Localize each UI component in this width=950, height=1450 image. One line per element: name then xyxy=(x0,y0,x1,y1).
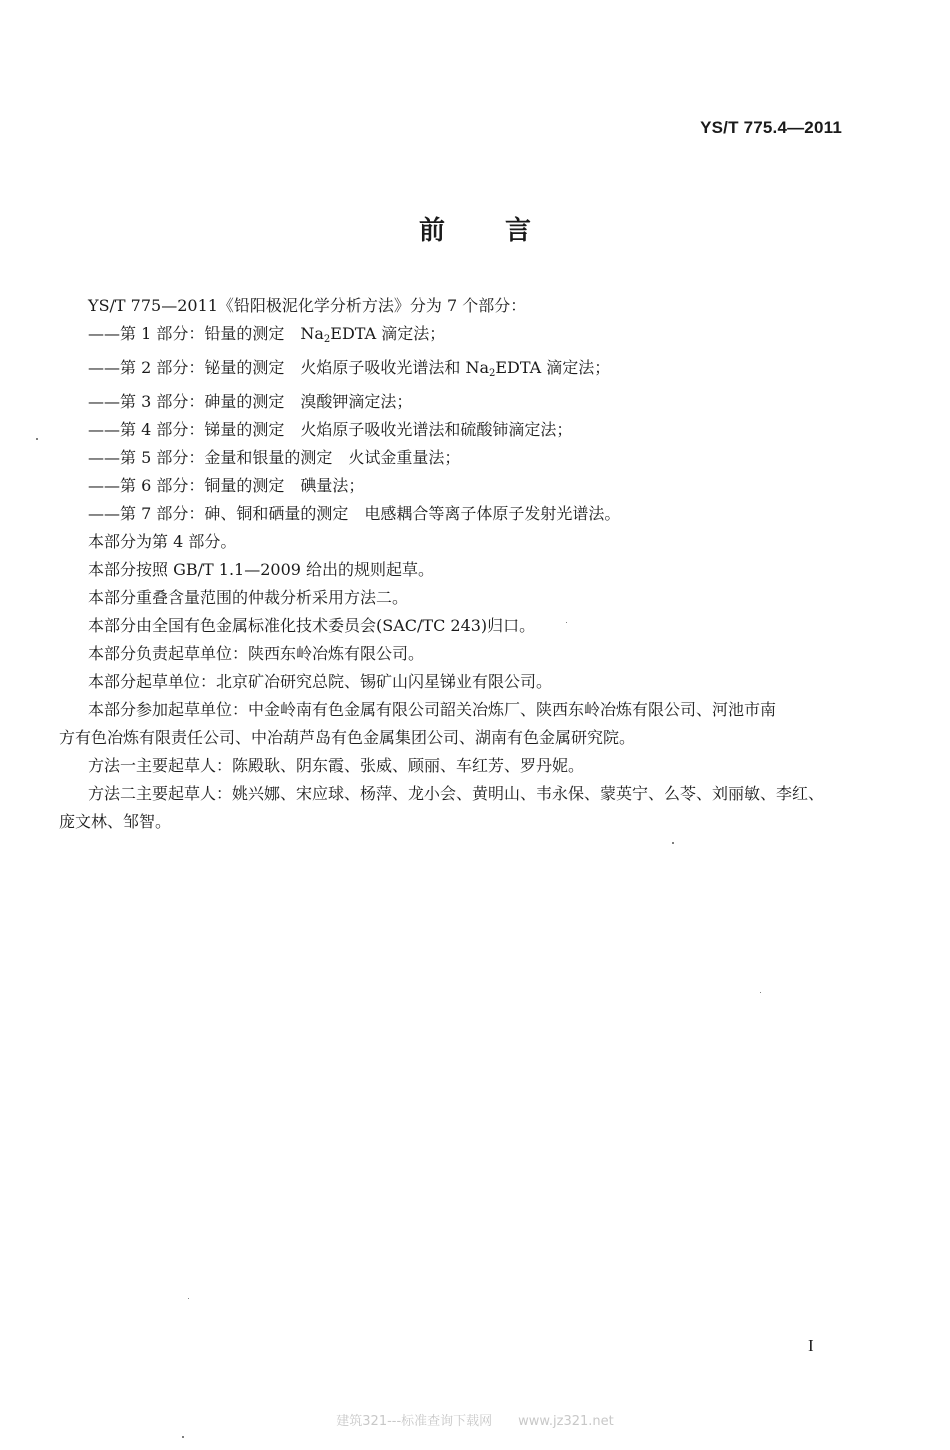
part-3-item: ——第 3 部分：砷量的测定 溴酸钾滴定法； xyxy=(88,392,413,411)
drafting-rule-paragraph: 本部分按照 GB/T 1.1—2009 给出的规则起草。 xyxy=(88,560,435,579)
page-number: I xyxy=(808,1336,814,1355)
scan-speck xyxy=(182,1436,184,1438)
method1-drafters-paragraph: 方法一主要起草人：陈殿耿、阴东霞、张威、顾丽、车红芳、罗丹妮。 xyxy=(88,756,585,775)
part-7-item: ——第 7 部分：砷、铜和硒量的测定 电感耦合等离子体原子发射光谱法。 xyxy=(88,504,621,523)
part-1-item: ——第 1 部分：铅量的测定 $Na_2EDTA$ 滴定法； xyxy=(88,324,446,345)
scan-speck xyxy=(672,842,674,844)
preface-body xyxy=(59,292,848,836)
part-6-item: ——第 6 部分：铜量的测定 碘量法； xyxy=(88,476,365,495)
scan-speck xyxy=(566,622,567,623)
standard-number: YS/T 775.4—2011 xyxy=(700,118,842,137)
participating-units-paragraph: 本部分参加起草单位：中金岭南有色金属有限公司韶关冶炼厂、陕西东岭冶炼有限公司、河池市南 方有色冶炼有限责任公司、中冶葫芦岛有色金属集团公司、湖南有色金属研究院。 xyxy=(59,700,777,747)
scan-speck xyxy=(36,438,38,440)
watermark: 建筑321---标准查询下载网 www.jz321.net xyxy=(336,1414,614,1429)
arbitration-paragraph: 本部分重叠含量范围的仲裁分析采用方法二。 xyxy=(88,588,409,607)
method2-drafters-paragraph: 方法二主要起草人：姚兴娜、宋应球、杨萍、龙小会、黄明山、韦永保、蒙英宁、么苓、刘丽敏、李红、 庞文林、邹智。 xyxy=(59,784,825,831)
scan-speck xyxy=(188,1298,189,1299)
drafting-units-paragraph: 本部分起草单位：北京矿冶研究总院、锡矿山闪星锑业有限公司。 xyxy=(88,672,553,691)
responsible-unit-paragraph: 本部分负责起草单位：陕西东岭冶炼有限公司。 xyxy=(88,644,425,663)
page-title: 前言 xyxy=(418,216,591,246)
this-part-paragraph: 本部分为第 4 部分。 xyxy=(88,532,237,551)
part-4-item: ——第 4 部分：锑量的测定 火焰原子吸收光谱法和硫酸铈滴定法； xyxy=(88,420,573,439)
committee-paragraph: 本部分由全国有色金属标准化技术委员会(SAC/TC 243)归口。 xyxy=(88,616,536,635)
part-5-item: ——第 5 部分：金量和银量的测定 火试金重量法； xyxy=(88,448,461,467)
intro-paragraph: YS/T 775—2011《铅阳极泥化学分析方法》分为 7 个部分： xyxy=(88,296,527,315)
part-2-item: ——第 2 部分：铋量的测定 火焰原子吸收光谱法和 $Na_2EDTA$ 滴定法； xyxy=(88,358,611,379)
scan-speck xyxy=(760,992,761,993)
